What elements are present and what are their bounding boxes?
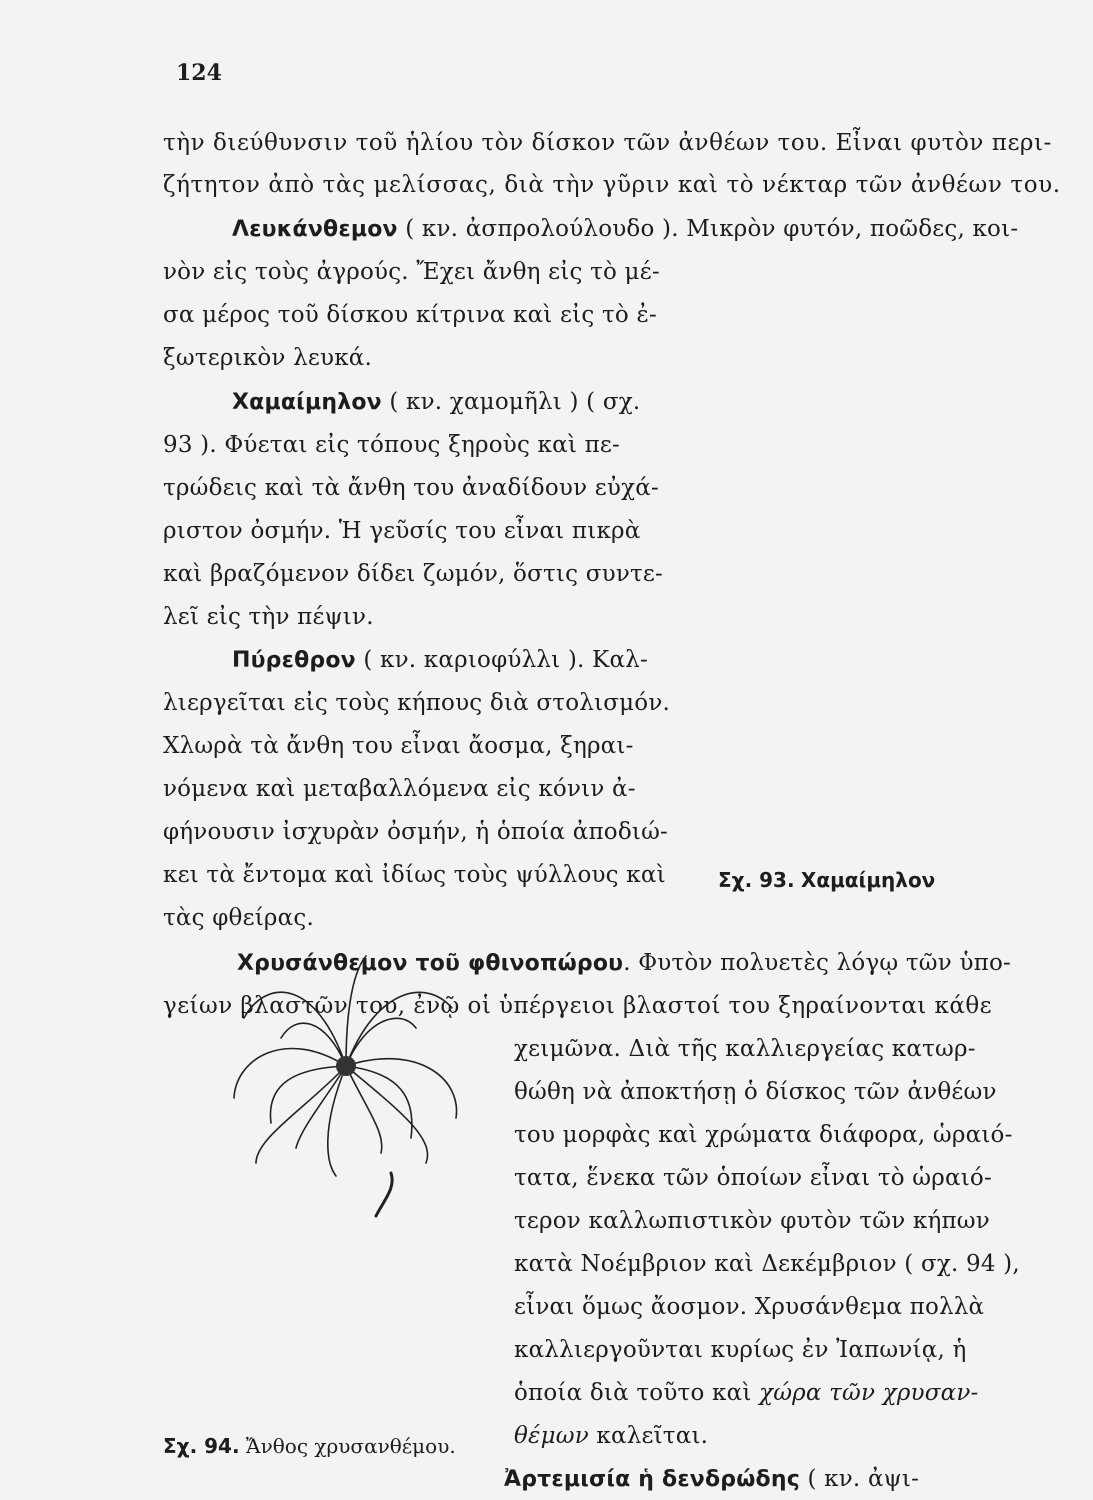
term-chamaimilon: Χαμαίμηλον xyxy=(232,390,382,415)
text-line: Ἀρτεμισία ἡ δενδρώδης ( κν. ἀψι- xyxy=(504,1466,920,1492)
term-artemisia: Ἀρτεμισία ἡ δενδρώδης xyxy=(504,1467,800,1492)
text-line: τατα, ἕνεκα τῶν ὁποίων εἶναι τὸ ὡραιό- xyxy=(514,1165,992,1191)
text-line: Λευκάνθεμον ( κν. ἀσπρολούλουδο ). Μικρὸν φυτόν, ποῶδες, κοι- xyxy=(232,216,1019,242)
text-line: κει τὰ ἔντομα καὶ ἰδίως τοὺς ψύλλους καὶ xyxy=(163,862,666,888)
text-line: κατὰ Νοέμβριον καὶ Δεκέμβριον ( σχ. 94 ), xyxy=(514,1251,1020,1277)
text-line: θώθη νὰ ἀποκτήσῃ ὁ δίσκος τῶν ἀνθέων xyxy=(514,1079,997,1105)
chrysanthemum-flower-illustration xyxy=(226,948,466,1218)
text-line: ξωτερικὸν λευκά. xyxy=(163,345,373,371)
text-line: ζήτητον ἀπὸ τὰς μελίσσας, διὰ τὴν γῦριν καὶ τὸ νέκταρ τῶν ἀνθέων του. xyxy=(163,172,1061,198)
text-line: Χαμαίμηλον ( κν. χαμομῆλι ) ( σχ. xyxy=(232,389,641,415)
text-line: τερον καλλωπιστικὸν φυτὸν τῶν κήπων xyxy=(514,1208,990,1234)
text-line: λεῖ εἰς τὴν πέψιν. xyxy=(163,604,374,630)
text-line: σα μέρος τοῦ δίσκου κίτρινα καὶ εἰς τὸ ἐ- xyxy=(163,302,657,328)
text-line: τρώδεις καὶ τὰ ἄνθη του ἀναδίδουν εὐχά- xyxy=(163,475,659,501)
text-line: τὴν διεύθυνσιν τοῦ ἡλίου τὸν δίσκον τῶν ἀνθέων του. Εἶναι φυτὸν περι- xyxy=(163,130,1052,156)
text-line: ὁποία διὰ τοῦτο καὶ χώρα τῶν χρυσαν- xyxy=(514,1380,979,1406)
text-line: χειμῶνα. Διὰ τῆς καλλιεργείας κατωρ- xyxy=(514,1036,976,1062)
figure-93-caption: Σχ. 93. Χαμαίμηλον xyxy=(718,868,936,892)
text-line: 93 ). Φύεται εἰς τόπους ξηροὺς καὶ πε- xyxy=(163,432,620,458)
text-line: καὶ βραζόμενον δίδει ζωμόν, ὅστις συντε- xyxy=(163,561,664,587)
text-line: του μορφὰς καὶ χρώματα διάφορα, ὡραιό- xyxy=(514,1122,1013,1148)
text-line: θέμων καλεῖται. xyxy=(514,1423,709,1449)
term-leukanthemon: Λευκάνθεμον xyxy=(232,217,398,242)
text-line: γείων βλαστῶν του, ἐνῷ οἱ ὑπέργειοι βλαστοί του ξηραίνονται κάθε xyxy=(163,993,992,1019)
text-line: φήνουσιν ἰσχυρὰν ὀσμήν, ἡ ὁποία ἀποδιώ- xyxy=(163,819,669,845)
text-line: Πύρεθρον ( κν. καριοφύλλι ). Καλ- xyxy=(232,647,648,673)
page-number: 124 xyxy=(176,60,222,86)
text-line: Χλωρὰ τὰ ἄνθη του εἶναι ἄοσμα, ξηραι- xyxy=(163,733,634,759)
text-line: νὸν εἰς τοὺς ἀγρούς. Ἔχει ἄνθη εἰς τὸ μέ- xyxy=(163,259,660,285)
figure-94-caption: Σχ. 94. Ἄνθος χρυσανθέμου. xyxy=(163,1434,456,1458)
term-chrysanthemon: Χρυσάνθεμον τοῦ φθινοπώρου xyxy=(237,951,624,976)
text-line: τὰς φθείρας. xyxy=(163,905,314,931)
text-line: λιεργεῖται εἰς τοὺς κήπους διὰ στολισμόν. xyxy=(163,690,671,716)
term-pyrethron: Πύρεθρον xyxy=(232,648,356,673)
text-line: ριστον ὀσμήν. Ἡ γεῦσίς του εἶναι πικρὰ xyxy=(163,518,641,544)
text-line: εἶναι ὅμως ἄοσμον. Χρυσάνθεμα πολλὰ xyxy=(514,1294,985,1320)
text-line: Χρυσάνθεμον τοῦ φθινοπώρου. Φυτὸν πολυετὲς λόγῳ τῶν ὑπο- xyxy=(237,950,1011,976)
text-line: νόμενα καὶ μεταβαλλόμενα εἰς κόνιν ἀ- xyxy=(163,776,636,802)
text-line: καλλιεργοῦνται κυρίως ἐν Ἰαπωνίᾳ, ἡ xyxy=(514,1337,967,1363)
